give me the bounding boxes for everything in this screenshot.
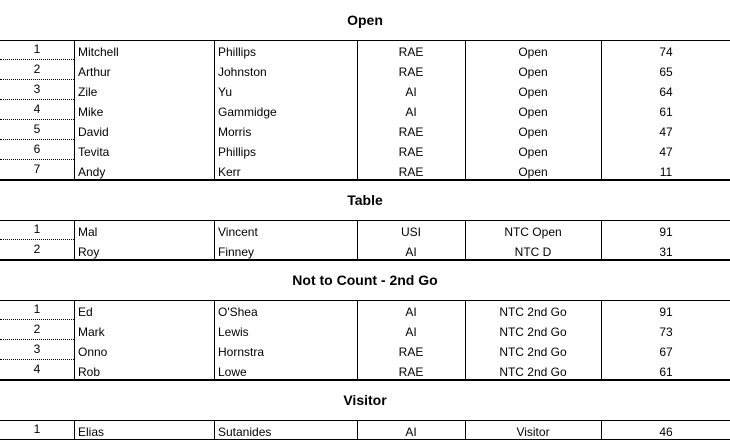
score-cell: 74	[659, 45, 673, 59]
grade-cell: Open	[518, 45, 548, 59]
club-cell: AI	[405, 245, 417, 259]
last-cell: Johnston	[218, 65, 267, 79]
grade-cell: Open	[518, 125, 548, 139]
table-row	[0, 300, 730, 320]
table-row	[0, 160, 730, 180]
grade-cell: NTC 2nd Go	[499, 305, 567, 319]
rank-cell: 4	[0, 360, 74, 380]
grade-cell: NTC D	[514, 245, 552, 259]
score-cell: 67	[659, 345, 673, 359]
last-cell: Kerr	[218, 165, 241, 179]
first-cell: Zile	[78, 85, 98, 99]
grade-cell: Open	[518, 85, 548, 99]
grade-cell: NTC Open	[504, 225, 562, 239]
score-cell: 47	[659, 145, 673, 159]
table-row	[0, 100, 730, 120]
last-cell: Lowe	[218, 365, 247, 379]
first-cell: Onno	[78, 345, 108, 359]
rank-cell: 2	[0, 320, 74, 340]
section-title: Visitor	[343, 392, 387, 408]
last-cell: O'Shea	[218, 305, 258, 319]
grade-cell: Open	[518, 65, 548, 79]
rank-cell: 5	[0, 120, 74, 140]
table-row	[0, 320, 730, 340]
first-cell: Andy	[78, 165, 106, 179]
score-cell: 65	[659, 65, 673, 79]
grade-cell: Open	[518, 145, 548, 159]
first-cell: Rob	[78, 365, 101, 379]
first-cell: Tevita	[78, 145, 110, 159]
club-cell: RAE	[398, 345, 424, 359]
last-cell: Phillips	[218, 45, 257, 59]
last-cell: Sutanides	[218, 425, 272, 439]
rank-cell: 1	[0, 420, 74, 440]
score-cell: 91	[659, 225, 673, 239]
score-cell: 46	[659, 425, 673, 439]
club-cell: RAE	[398, 165, 424, 179]
table-row	[0, 240, 730, 260]
grade-cell: NTC 2nd Go	[499, 345, 567, 359]
last-cell: Morris	[218, 125, 252, 139]
first-cell: Elias	[78, 425, 105, 439]
rank-cell: 2	[0, 240, 74, 260]
grade-cell: Open	[518, 105, 548, 119]
first-cell: Mark	[78, 325, 105, 339]
table-row	[0, 120, 730, 140]
club-cell: AI	[405, 325, 417, 339]
score-cell: 61	[659, 365, 673, 379]
table-row	[0, 140, 730, 160]
rank-cell: 1	[0, 40, 74, 60]
score-cell: 64	[659, 85, 673, 99]
table-row	[0, 220, 730, 240]
section-title: Open	[347, 12, 383, 28]
rank-cell: 2	[0, 60, 74, 80]
club-cell: AI	[405, 85, 417, 99]
last-cell: Finney	[218, 245, 255, 259]
grade-cell: NTC 2nd Go	[499, 365, 567, 379]
score-cell: 91	[659, 305, 673, 319]
rank-cell: 1	[0, 220, 74, 240]
table-row	[0, 420, 730, 440]
last-cell: Yu	[218, 85, 233, 99]
first-cell: Mal	[78, 225, 98, 239]
first-cell: Ed	[78, 305, 93, 319]
club-cell: RAE	[398, 145, 424, 159]
grade-cell: Open	[518, 165, 548, 179]
last-cell: Hornstra	[218, 345, 265, 359]
club-cell: RAE	[398, 45, 424, 59]
grade-cell: NTC 2nd Go	[499, 325, 567, 339]
club-cell: USI	[400, 225, 421, 239]
rank-cell: 3	[0, 340, 74, 360]
score-cell: 31	[659, 245, 673, 259]
score-cell: 47	[659, 125, 673, 139]
table-row	[0, 40, 730, 60]
rank-cell: 1	[0, 300, 74, 320]
section-title: Table	[347, 192, 383, 208]
table-row	[0, 340, 730, 360]
rank-cell: 4	[0, 100, 74, 120]
rank-cell: 6	[0, 140, 74, 160]
score-cell: 73	[659, 325, 673, 339]
club-cell: RAE	[398, 365, 424, 379]
section-title: Not to Count - 2nd Go	[292, 272, 438, 288]
grade-cell: Visitor	[516, 425, 550, 439]
last-cell: Phillips	[218, 145, 257, 159]
club-cell: AI	[405, 305, 417, 319]
club-cell: RAE	[398, 65, 424, 79]
table-row	[0, 360, 730, 380]
score-cell: 11	[659, 165, 673, 179]
rank-cell: 3	[0, 80, 74, 100]
last-cell: Gammidge	[218, 105, 277, 119]
table-row	[0, 80, 730, 100]
last-cell: Lewis	[218, 325, 249, 339]
first-cell: David	[78, 125, 109, 139]
first-cell: Roy	[78, 245, 100, 259]
first-cell: Mitchell	[78, 45, 119, 59]
score-cell: 61	[659, 105, 673, 119]
club-cell: RAE	[398, 125, 424, 139]
rank-cell: 7	[0, 160, 74, 180]
table-row	[0, 60, 730, 80]
club-cell: AI	[405, 425, 417, 439]
first-cell: Arthur	[78, 65, 111, 79]
club-cell: AI	[405, 105, 417, 119]
first-cell: Mike	[78, 105, 104, 119]
last-cell: Vincent	[218, 225, 258, 239]
